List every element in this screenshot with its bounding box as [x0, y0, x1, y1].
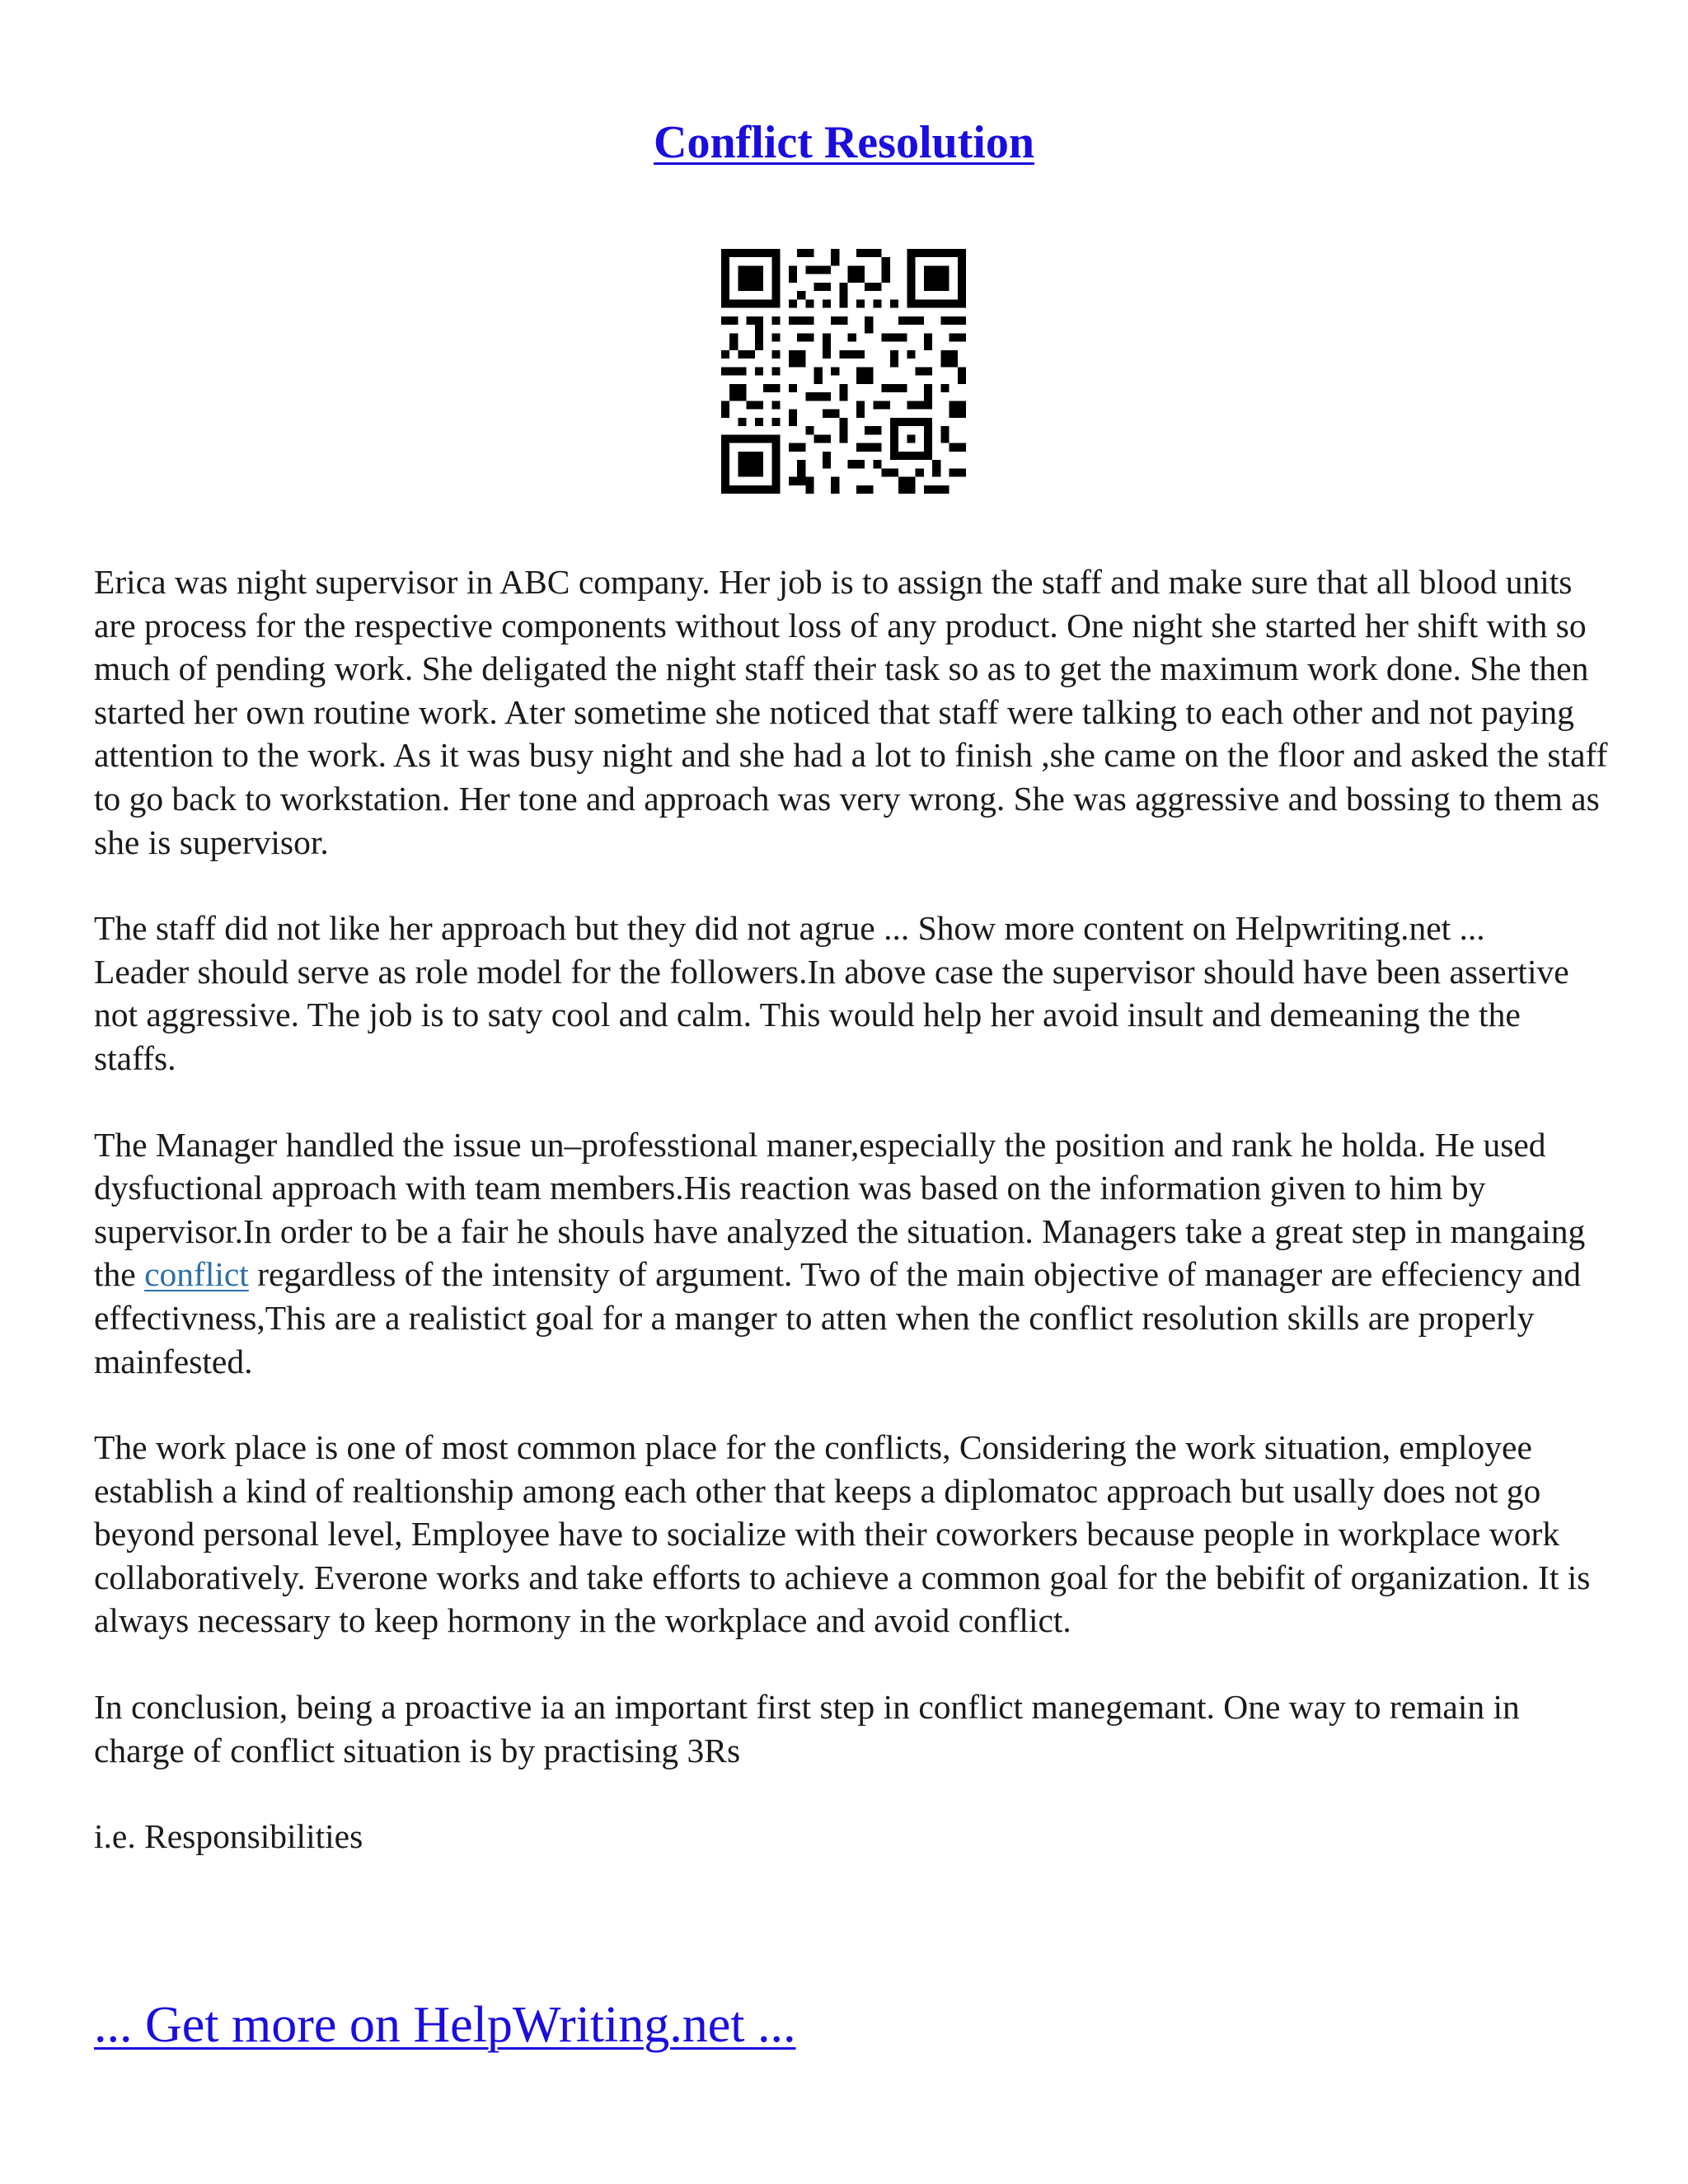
title-link[interactable]: Conflict Resolution: [654, 117, 1034, 168]
page-title: [0, 114, 1688, 171]
paragraph-conclusion: In conclusion, being a proactive ia an important first step in conflict manegemant. One way to remain in charge of conflict situation is by practising 3Rs: [94, 1688, 1520, 1769]
paragraph-workplace: The work place is one of most common place for the conflicts, Considering the work situation, employee establish a kind of realtionship among each other that keeps a diplomatoc approach but usally does not go beyond personal level, Employee have to socialize with their coworkers because people in workplace work collaboratively. Everone works and take efforts to achieve a common goal for the bebifit of organization. It is always necessary to keep hormony in the workplace and avoid conflict.: [94, 1428, 1591, 1640]
conflict-link[interactable]: conflict: [144, 1255, 249, 1294]
manager-text-after: regardless of the intensity of argument. Two of the main objective of manager are effeciency and effectivness,This are a realistict goal for a manger to atten when the conflict resolution skills are properly mainfested.: [94, 1255, 1581, 1380]
qr-code-icon: [721, 249, 966, 494]
paragraph-manager: [94, 1123, 1611, 1384]
get-more-link[interactable]: ... Get more on HelpWriting.net ...: [94, 1997, 796, 2053]
paragraph-leader: Leader should serve as role model for the followers.In above case the supervisor should have been assertive not aggressive. The job is to saty cool and calm. This would help her avoid insult and demeaning the the staffs.: [94, 952, 1569, 1077]
paragraph-responsibilities: i.e. Responsibilities: [94, 1817, 363, 1856]
manager-text-before: The Manager handled the issue un–professtional maner,especially the position and rank he holda. He used dysfuctional approach with team members.His reaction was based on the information given to him by supervisor.In order to be a fair he shouls have analyzed the situation. Managers take a great step in mangaing the: [94, 1125, 1586, 1294]
paragraph-intro: Erica was night supervisor in ABC company. Her job is to assign the staff and make sure that all blood units are process for the respective components without loss of any product. One night she started her shift with so much of pending work. She deligated the night staff their task so as to get the maximum work done. She then started her own routine work. Ater sometime she noticed that staff were talking to each other and not paying attention to the work. As it was busy night and she had a lot to finish ,she came on the floor and asked the staff to go back to workstation. Her tone and approach was very wrong. She was aggressive and bossing to them as she is supervisor.: [94, 563, 1608, 861]
paragraph-staff: The staff did not like her approach but they did not agrue ... Show more content on Helpwriting.net ...: [94, 909, 1485, 948]
article-body: [94, 560, 1611, 1901]
